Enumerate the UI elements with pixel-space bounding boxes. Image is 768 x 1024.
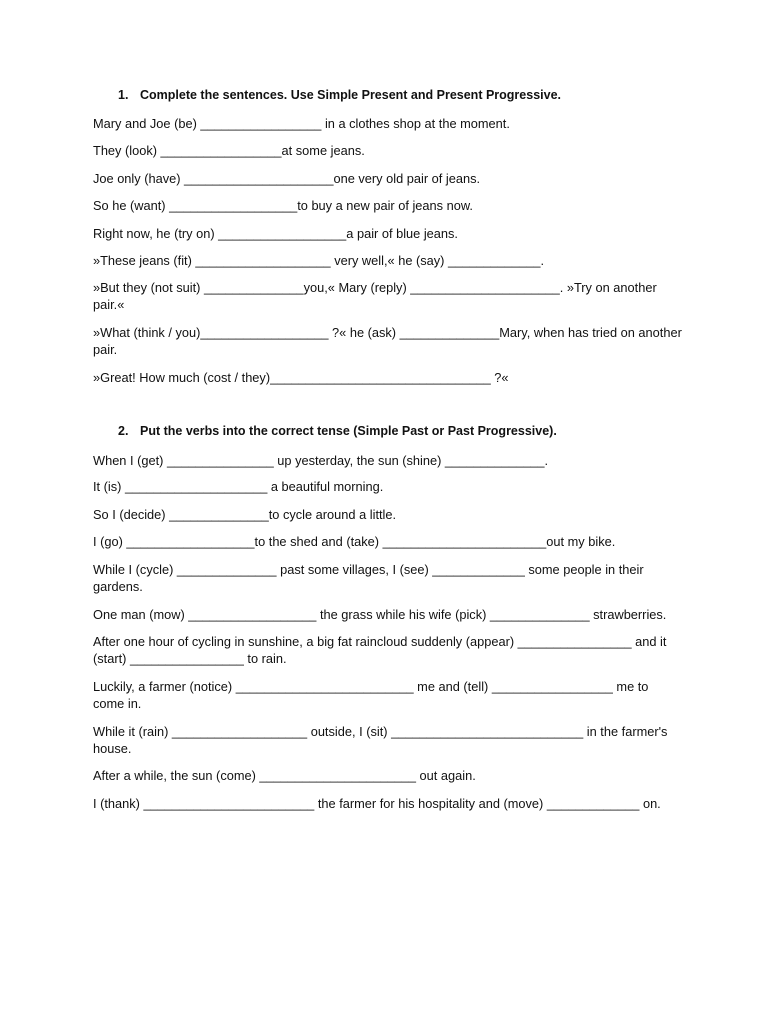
exercise-2-line-3: So I (decide) ______________to cycle around a little. [93,507,397,522]
exercise-1-line-5: Right now, he (try on) __________________a pair of blue jeans. [93,226,458,241]
exercise-2-line-7: After one hour of cycling in sunshine, a big fat raincloud suddenly (appear) ________________ and it (start) ________________ to rain. [93,634,667,666]
exercise-2-line-6: One man (mow) __________________ the grass while his wife (pick) ______________ strawberries. [93,607,667,622]
exercise-1-line-7: »But they (not suit) ______________you,« Mary (reply) _____________________. »Try on another pair.« [93,280,657,312]
exercise-2-line-8: Luckily, a farmer (notice) _________________________ me and (tell) _________________ me to come in. [93,679,649,711]
exercise-1-line-3: Joe only (have) _____________________one very old pair of jeans. [93,171,481,186]
exercise-2-line-5: While I (cycle) ______________ past some villages, I (see) _____________ some people in their gardens. [93,562,644,594]
exercise-2-line-2: It (is) ____________________ a beautiful morning. [93,479,384,494]
exercise-1-line-2: They (look) _________________at some jeans. [93,143,365,158]
section-2-title: Put the verbs into the correct tense (Simple Past or Past Progressive). [140,424,557,438]
exercise-1-line-4: So he (want) __________________to buy a new pair of jeans now. [93,198,473,213]
exercise-2-line-10: After a while, the sun (come) ______________________ out again. [93,768,476,783]
section-1-heading [118,88,561,102]
exercise-2-line-9: While it (rain) ___________________ outside, I (sit) ___________________________ in the farmer's house. [93,724,668,756]
exercise-1-line-1: Mary and Joe (be) _________________ in a clothes shop at the moment. [93,116,510,131]
section-2-number: 2. [118,424,129,438]
exercise-1-line-9: »Great! How much (cost / they)_______________________________ ?« [93,370,509,385]
exercise-2-line-1: When I (get) _______________ up yesterday, the sun (shine) ______________. [93,453,549,468]
exercise-2-line-11: I (thank) ________________________ the farmer for his hospitality and (move) _____________ on. [93,796,661,811]
exercise-1-line-6: »These jeans (fit) ___________________ very well,« he (say) _____________. [93,253,545,268]
section-1-title: Complete the sentences. Use Simple Present and Present Progressive. [140,88,561,102]
section-2-heading [118,424,557,438]
section-1-number: 1. [118,88,129,102]
exercise-2-line-4: I (go) __________________to the shed and (take) _______________________out my bike. [93,534,616,549]
exercise-1-line-8: »What (think / you)__________________ ?« he (ask) ______________Mary, when has tried on another pair. [93,325,682,357]
